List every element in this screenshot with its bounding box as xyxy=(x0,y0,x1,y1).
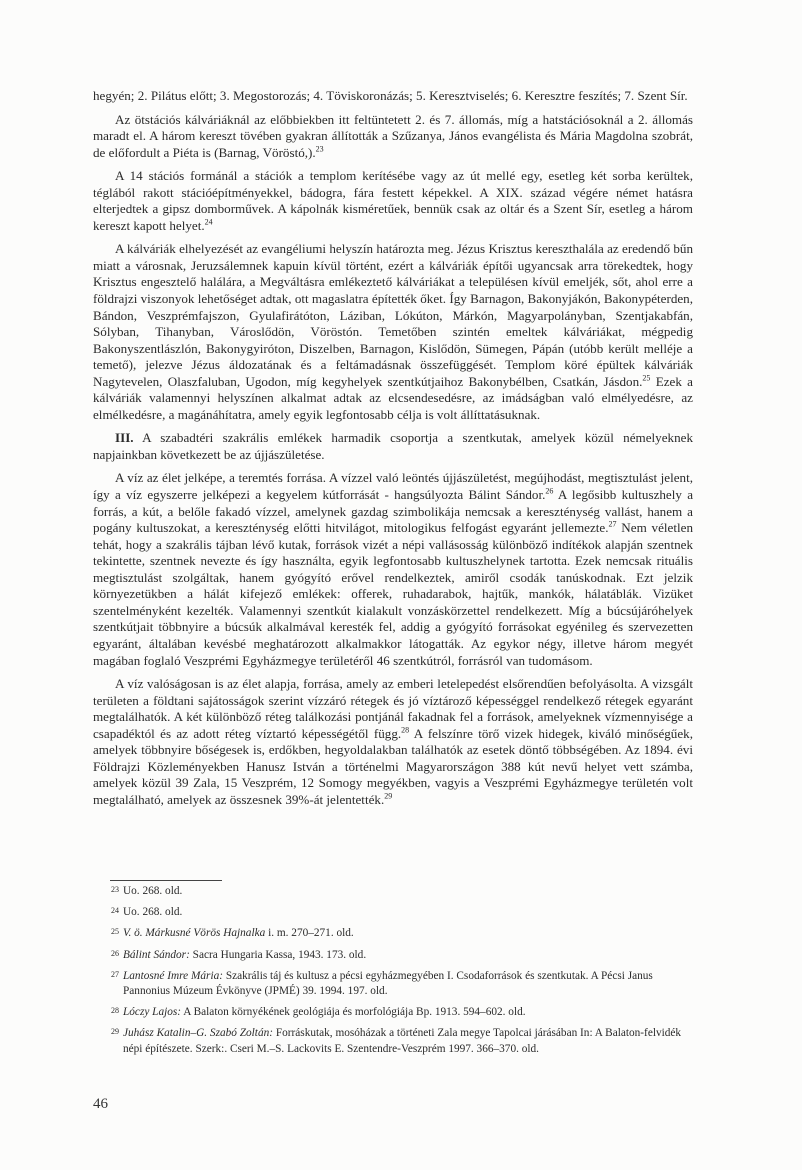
paragraph-text: A legősibb kultuszhely a forrás, a kút, a belőle fakadó vízzel, amelynek gazdag szimbolikája nemcsak a kereszténység vallást, hanem a pogány kultuszokat, a kereszténység előtti hitvilágot, mitologikus felfogást egyaránt jellemezte. xyxy=(93,487,694,536)
footnote: 25 V. ö. Márkusné Vörös Hajnalka i. m. 270–271. old. xyxy=(111,927,354,940)
footnote-ref[interactable]: 25 xyxy=(642,373,651,383)
footnote-ref[interactable]: 29 xyxy=(384,791,393,801)
paragraph-5 xyxy=(93,430,693,463)
footnote-divider xyxy=(110,880,222,881)
paragraph-text: Ezek a kálváriák valamennyi helyszínen alkalmat adtak az elcsendesedésre, az imádságban való elmélyedésre, az elmélkedésre, a magánáhítatra, amely egyik legfontosabb célja is volt állíttatásuknak. xyxy=(93,373,693,422)
footnote-ref[interactable]: 26 xyxy=(545,486,554,496)
paragraph-text: Az ötstációs kálváriáknál az előbbiekben itt feltüntetett 2. és 7. állomás, míg a hatstációsoknál a 2. állomás maradt el. A három kereszt tövében gyakran állították a Szűzanya, János evangélista és Mária Magdolna szobrát, de előfordult a Piéta is (Barnag, Vöröstó,). xyxy=(93,111,693,160)
paragraph-7 xyxy=(93,676,693,808)
footnote-author: Juhász Katalin–G. Szabó Zoltán: xyxy=(123,1027,274,1040)
body-text xyxy=(93,88,693,808)
paragraph-text: A felszínre törő vizek hidegek, kiváló minőségűek, amelyek többnyire bőségesek is, erdőkben, hegyoldalakban találhatók az esetek döntő többségében. Az 1894. évi Földrajzi Közleményekben Hanusz István a történelmi Magyarországon 388 kút nevű helyet vett számba, amelyek közül 39 Zala, 15 Veszprém, 12 Somogy megyékben, vagyis a Veszprémi Egyházmegye területén volt megtalálható, amelyek az összesnek 39%-át jelentették. xyxy=(93,725,693,807)
footnote-author: V. ö. Márkusné Vörös Hajnalka xyxy=(123,927,266,940)
footnote-author: Lóczy Lajos: xyxy=(123,1006,182,1019)
footnote-ref[interactable]: 23 xyxy=(315,144,324,154)
footnote-ref[interactable]: 24 xyxy=(204,217,213,227)
footnote: 27 Lantosné Imre Mária: Szakrális táj és kultusz a pécsi egyházmegyében I. Csodaforrások és szentkutak. A Pécsi Janus Pannonius Múzeum Évkönyve (JPMÉ) 39. 1994. 197. old. xyxy=(111,969,653,998)
footnote-text: Uo. 268. old. xyxy=(123,885,183,897)
footnotes xyxy=(111,884,699,1063)
footnote: 28 Lóczy Lajos: A Balaton környékének geológiája és morfológiája Bp. 1913. 594–602. old. xyxy=(111,1006,526,1019)
paragraph-text: A 14 stációs formánál a stációk a templom kerítésébe vagy az út mellé egy, esetleg két sorba kerültek, téglából rakott stációépítményekkel, bádogra, fára festett képekkel. A XIX. század végére német hatásra elterjedtek a gipsz domborművek. A kápolnák kisméretűek, bennük csak az oltár és a Szent Sír, esetleg a három kereszt kapott helyet. xyxy=(93,168,693,233)
paragraph-3 xyxy=(93,168,693,234)
paragraph-4 xyxy=(93,241,693,423)
footnote-text: i. m. 270–271. old. xyxy=(265,927,354,940)
footnote: 24 Uo. 268. old. xyxy=(111,906,183,919)
footnote-author: Lantosné Imre Mária: xyxy=(123,969,223,982)
footnote-text: Szakrális táj és kultusz a pécsi egyházmegyében I. Csodaforrások és szentkutak. A Pécsi Janus Pannonius Múzeum Évkönyve (JPMÉ) 39. 1994. 197. old. xyxy=(123,969,653,998)
footnote-text: Forráskutak, mosóházak a történeti Zala megye Tapolcai járásában In: A Balaton-felvidék népi építészete. Szerk:. Cseri M.–S. Lackovits E. Szentendre-Veszprém 1997. 366–370. old. xyxy=(123,1027,682,1055)
footnote: 23 Uo. 268. old. xyxy=(111,885,183,897)
footnote-ref[interactable]: 27 xyxy=(608,519,617,529)
paragraph-6 xyxy=(93,470,693,669)
paragraph-text: A víz az élet jelképe, a teremtés forrása. A vízzel való leöntés újjászületést, megújhodást, megtisztulást jelent, így a víz egyszerre jelképezi a kegyelem kútforrását - hangsúlyozta Bálint Sándor. xyxy=(93,470,693,503)
footnote: 29 Juhász Katalin–G. Szabó Zoltán: Forráskutak, mosóházak a történeti Zala megye Tapolcai járásában In: A Balaton-felvidék népi építészete. Szerk:. Cseri M.–S. Lackovits E. Szentendre-Veszprém 1997. 366–370. old. xyxy=(111,1027,682,1055)
paragraph-text: A szabadtéri szakrális emlékek harmadik csoportja a szentkutak, amelyek közül némelyeknek napjainkban következett be az újjászületése. xyxy=(93,430,693,462)
section-numeral: III. xyxy=(115,430,134,446)
footnote-text: Sacra Hungaria Kassa, 1943. 173. old. xyxy=(189,948,367,961)
footnote-text: A Balaton környékének geológiája és morfológiája Bp. 1913. 594–602. old. xyxy=(181,1006,526,1019)
footnote-ref[interactable]: 28 xyxy=(401,725,410,735)
footnote-author: Bálint Sándor: xyxy=(123,948,190,961)
paragraph-text: Nem véletlen tehát, hogy a szakrális tájban lévő kutak, források vizét a népi vallásosság különböző indítékok alapján szentnek tekintette, szentnek nevezte és így használta, egyik legfontosabb kultuszhelynek tartotta. Ezek nemcsak rituális megtisztulást szolgáltak, hanem gyógyító erővel rendelkeztek, amiről csodák tanúskodnak. Ezt jelzik környezetükben a hálát kifejező emlékek: offerek, ruhadarabok, hajtűk, mankók, hálatáblák. Vizüket szentelményként kezelték. Valamennyi szentkút kialakult vonzáskörzettel rendelkezett. Míg a búcsújáróhelyek szentkútjait többnyire a búcsúk alkalmával keresték fel, addig a gyógyító forrásokat egyénileg és szervezetten egyaránt, általában kevésbé meghatározott alkalmakkor látogatták. Az egykor négy, illetve három megyét magában foglaló Veszprémi Egyházmegye területéről 46 szentkútról, forrásról van tudomásom. xyxy=(93,520,693,668)
paragraph-text: hegyén; 2. Pilátus előtt; 3. Megostorozás; 4. Töviskoronázás; 5. Keresztviselés; 6. Keresztre feszítés; 7. Szent Sír. xyxy=(93,88,688,103)
footnote: 26 Bálint Sándor: Sacra Hungaria Kassa, 1943. 173. old. xyxy=(111,948,367,961)
footnote-text: Uo. 268. old. xyxy=(123,906,183,919)
paragraph-text: A kálváriák elhelyezését az evangéliumi helyszín határozta meg. Jézus Krisztus kereszthalála az eredendő bűn miatt a városnak, Jeruzsálemnek kapuin kívül történt, ezért a kálváriák építői ugyancsak arra törekedtek, hogy Krisztus engesztelő halálára, a Megváltásra emlékeztető kálváriákat a településen kívül emeljék, sőt, ahol erre a földrajzi viszonyok lehetőséget adtak, ott magaslatra építették őket. Így Barnagon, Bakonyjákón, Bakonypéterden, Bándon, Veszprémfajszon, Gyulafirátóton, Láziban, Lókúton, Márkón, Magyarpolányban, Szentjakabfán, Sólyban, Tihanyban, Városlődön, Vöröstón. Temetőben szintén emeltek kálváriákat, mégpedig Bakonyszentlászlón, Bakonygyiróton, Diszelben, Barnagon, Kislődön, Sümegen, Pápán (utóbb került melléje a temető), jelezve Jézus áldozatának és a feltámadásnak összefüggését. Templom köré épültek kálváriák Nagytevelen, Olaszfaluban, Ugodon, míg kegyhelyek szentkútjaihoz Bakonybélben, Csatkán, Jásdon. xyxy=(93,241,693,389)
paragraph-text: A víz valóságosan is az élet alapja, forrása, amely az emberi letelepedést elsőrendűen befolyásolta. A vizsgált területen a földtani sajátosságok szerint vízzáró rétegek és jó víztároző képességgel rendelkező rétegek egyaránt megtalálhatók. A két különböző réteg találkozási pontjánál fakadnak fel a források, amelyeknek vízmennyisége a csapadéktól és az adott réteg víztartó képességétől függ. xyxy=(93,676,693,741)
paragraph-2 xyxy=(93,112,693,162)
paragraph-1 xyxy=(93,88,693,105)
page-number: 46 xyxy=(93,1096,108,1112)
